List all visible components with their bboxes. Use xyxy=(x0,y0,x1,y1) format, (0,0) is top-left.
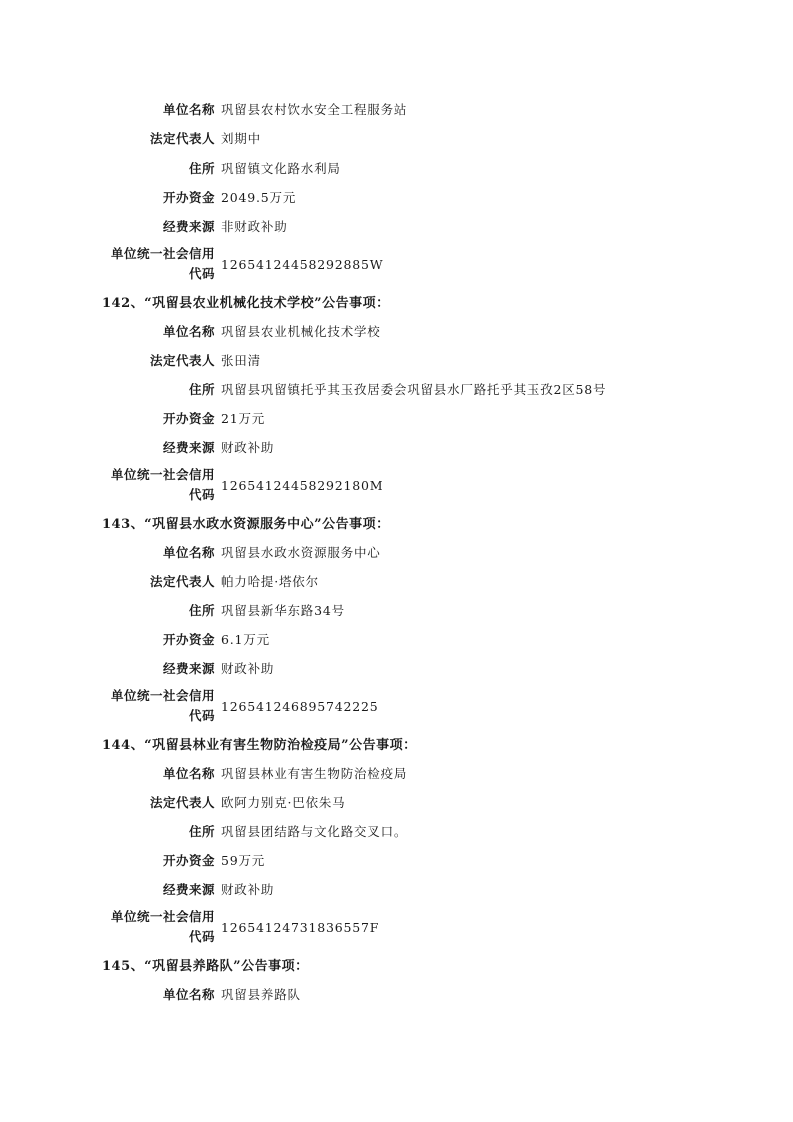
address-value: 巩留县团结路与文化路交叉口。 xyxy=(221,824,408,839)
unit-name-row xyxy=(0,985,793,1005)
legal-rep-value: 帕力哈提·塔依尔 xyxy=(221,574,319,589)
funding-row xyxy=(0,659,793,679)
funding-label: 经费来源 xyxy=(162,882,215,897)
legal-rep-label: 法定代表人 xyxy=(149,353,215,368)
legal-rep-value: 张田清 xyxy=(221,353,261,368)
unit-name-value: 巩留县农村饮水安全工程服务站 xyxy=(221,102,408,117)
credit-code-label-line2: 代码 xyxy=(188,487,215,502)
capital-value: 21万元 xyxy=(221,411,266,426)
legal-rep-row xyxy=(0,351,793,371)
credit-code-value: 126541246895742225 xyxy=(221,699,379,714)
capital-row xyxy=(0,630,793,650)
entry-heading: 144、“巩留县林业有害生物防治检疫局”公告事项： xyxy=(102,738,417,753)
legal-rep-row xyxy=(0,572,793,592)
credit-code-value: 12654124458292180M xyxy=(221,478,384,493)
capital-label: 开办资金 xyxy=(162,632,215,647)
credit-code-row xyxy=(0,243,793,287)
credit-code-label-line1: 单位统一社会信用 xyxy=(110,246,215,261)
unit-name-row xyxy=(0,100,793,120)
funding-value: 财政补助 xyxy=(221,882,275,897)
funding-label: 经费来源 xyxy=(162,661,215,676)
credit-code-row xyxy=(0,464,793,508)
address-value: 巩留镇文化路水利局 xyxy=(221,161,341,176)
entry-heading: 145、“巩留县养路队”公告事项： xyxy=(102,959,309,974)
funding-row xyxy=(0,880,793,900)
entry-heading: 142、“巩留县农业机械化技术学校”公告事项： xyxy=(102,296,390,311)
credit-code-label-line2: 代码 xyxy=(188,929,215,944)
unit-name-value: 巩留县水政水资源服务中心 xyxy=(221,545,381,560)
funding-label: 经费来源 xyxy=(162,440,215,455)
legal-rep-row xyxy=(0,129,793,149)
credit-code-row xyxy=(0,906,793,950)
address-value: 巩留县新华东路34号 xyxy=(221,603,345,618)
credit-code-label-line1: 单位统一社会信用 xyxy=(110,909,215,924)
capital-value: 2049.5万元 xyxy=(221,190,297,205)
funding-value: 财政补助 xyxy=(221,661,275,676)
address-label: 住所 xyxy=(188,603,215,618)
legal-rep-label: 法定代表人 xyxy=(149,574,215,589)
address-label: 住所 xyxy=(188,824,215,839)
address-row xyxy=(0,822,793,842)
credit-code-label-line2: 代码 xyxy=(188,266,215,281)
unit-name-label: 单位名称 xyxy=(162,545,215,560)
funding-value: 非财政补助 xyxy=(221,219,288,234)
address-value: 巩留县巩留镇托乎其玉孜居委会巩留县水厂路托乎其玉孜2区58号 xyxy=(221,382,607,397)
unit-name-value: 巩留县养路队 xyxy=(221,987,301,1002)
legal-rep-label: 法定代表人 xyxy=(149,795,215,810)
credit-code-row xyxy=(0,685,793,729)
unit-name-value: 巩留县林业有害生物防治检疫局 xyxy=(221,766,408,781)
funding-value: 财政补助 xyxy=(221,440,275,455)
credit-code-value: 12654124731836557F xyxy=(221,920,380,935)
address-row xyxy=(0,601,793,621)
unit-name-value: 巩留县农业机械化技术学校 xyxy=(221,324,381,339)
entry-heading: 143、“巩留县水政水资源服务中心”公告事项： xyxy=(102,517,390,532)
funding-row xyxy=(0,217,793,237)
unit-name-row xyxy=(0,543,793,563)
credit-code-label-line1: 单位统一社会信用 xyxy=(110,467,215,482)
legal-rep-value: 欧阿力别克·巴依朱马 xyxy=(221,795,346,810)
capital-label: 开办资金 xyxy=(162,411,215,426)
capital-label: 开办资金 xyxy=(162,853,215,868)
capital-row xyxy=(0,188,793,208)
unit-name-label: 单位名称 xyxy=(162,766,215,781)
legal-rep-label: 法定代表人 xyxy=(149,131,215,146)
capital-row xyxy=(0,409,793,429)
unit-name-row xyxy=(0,322,793,342)
credit-code-label-line1: 单位统一社会信用 xyxy=(110,688,215,703)
unit-name-label: 单位名称 xyxy=(162,324,215,339)
capital-row xyxy=(0,851,793,871)
legal-rep-row xyxy=(0,793,793,813)
legal-rep-value: 刘期中 xyxy=(221,131,261,146)
unit-name-label: 单位名称 xyxy=(162,987,215,1002)
credit-code-value: 12654124458292885W xyxy=(221,257,384,272)
credit-code-label-line2: 代码 xyxy=(188,708,215,723)
funding-row xyxy=(0,438,793,458)
unit-name-row xyxy=(0,764,793,784)
address-label: 住所 xyxy=(188,382,215,397)
capital-value: 6.1万元 xyxy=(221,632,270,647)
address-row xyxy=(0,159,793,179)
capital-value: 59万元 xyxy=(221,853,266,868)
capital-label: 开办资金 xyxy=(162,190,215,205)
funding-label: 经费来源 xyxy=(162,219,215,234)
unit-name-label: 单位名称 xyxy=(162,102,215,117)
address-label: 住所 xyxy=(188,161,215,176)
address-row xyxy=(0,380,793,400)
